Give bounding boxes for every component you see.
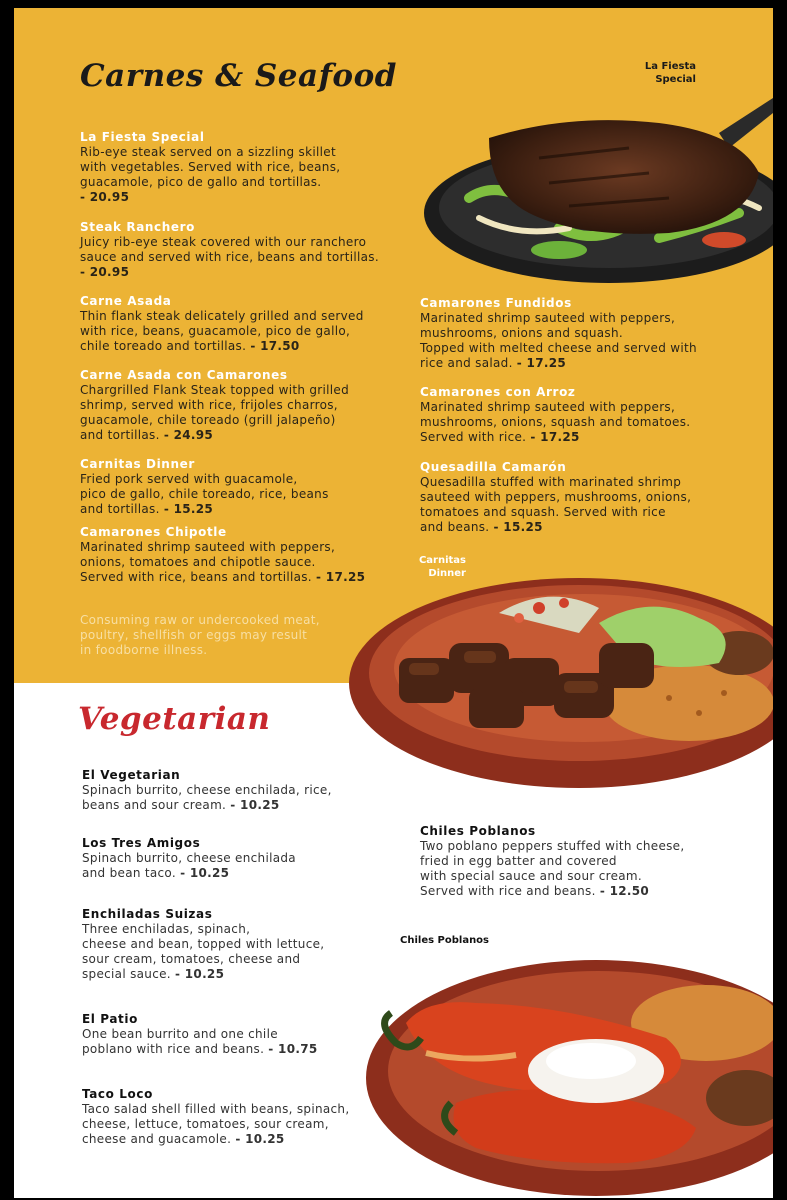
menu-item-desc-text: One bean burrito and one chile poblano with rice and beans. — [82, 1027, 278, 1056]
menu-item-description — [82, 1027, 382, 1057]
menu-item — [82, 836, 382, 881]
menu-item-name-carne-asada-con-camarones: Carne Asada con Camarones — [80, 368, 288, 382]
menu-item-desc-text: Spinach burrito, cheese enchilada and bean taco. — [82, 851, 296, 880]
menu-item-desc-text: Marinated shrimp sauteed with peppers, onions, tomatoes and chipotle sauce. Served with rice, beans and tortillas. — [80, 540, 336, 584]
menu-item-name-steak-ranchero: Steak Ranchero — [80, 220, 196, 234]
menu-item-name-camarones-chipotle: Camarones Chipotle — [80, 525, 227, 539]
menu-item-price: - 17.25 — [516, 356, 567, 370]
menu-item-price: - 10.25 — [180, 866, 230, 880]
menu-item-name-el-vegetarian: El Vegetarian — [82, 768, 181, 782]
chiles-poblanos-photo-label: Chiles Poblanos — [400, 935, 490, 946]
carnes-seafood-section — [14, 8, 773, 683]
carnitas-dinner-photo — [349, 563, 773, 788]
menu-item-name-taco-loco: Taco Loco — [82, 1087, 153, 1101]
menu-item — [80, 220, 410, 280]
carnes-seafood-heading: Carnes & Seafood — [80, 58, 397, 94]
menu-item-desc-text: Taco salad shell filled with beans, spinach, cheese, lettuce, tomatoes, sour cream, cheese and guacamole. — [82, 1102, 350, 1146]
menu-item — [80, 368, 410, 443]
menu-item-price: - 10.25 — [235, 1132, 285, 1146]
menu-item-name-la-fiesta-special: La Fiesta Special — [80, 130, 205, 144]
menu-item — [82, 768, 382, 813]
menu-item-name-carne-asada: Carne Asada — [80, 294, 172, 308]
menu-item-price: - 10.75 — [268, 1042, 318, 1056]
menu-item — [80, 294, 410, 354]
menu-item-description — [82, 922, 382, 982]
menu-item-name-los-tres-amigos: Los Tres Amigos — [82, 836, 201, 850]
menu-item-description — [82, 1102, 382, 1147]
menu-item-description — [420, 400, 740, 445]
menu-item-price: - 20.95 — [80, 190, 130, 204]
menu-item-name-enchiladas-suizas: Enchiladas Suizas — [82, 907, 213, 921]
menu-item-price: - 17.25 — [316, 570, 366, 584]
menu-item-name-camarones-fundidos: Camarones Fundidos — [420, 296, 572, 310]
menu-item — [420, 296, 740, 371]
menu-item-desc-text: Two poblano peppers stuffed with cheese, fried in egg batter and covered with special sauce and sour cream. Served with rice and beans. — [420, 839, 685, 898]
chiles-poblanos-photo — [366, 943, 773, 1198]
la-fiesta-special-photo-label: La Fiesta Special — [644, 61, 696, 85]
carnitas-dinner-photo-label: Carnitas Dinner — [418, 555, 466, 579]
menu-item-price: - 10.25 — [230, 798, 280, 812]
menu-item-description — [82, 851, 382, 881]
menu-item-price: - 12.50 — [599, 884, 650, 898]
menu-item-description — [80, 235, 410, 280]
menu-item-price: - 15.25 — [163, 502, 214, 516]
menu-item-desc-text: Fried pork served with guacamole, pico de gallo, chile toreado, rice, beans and tortillas. — [80, 472, 329, 516]
menu-item-price: - 17.25 — [530, 430, 580, 444]
menu-item-price: - 10.25 — [175, 967, 225, 981]
menu-item-price: - 15.25 — [493, 520, 543, 534]
menu-item-desc-text: Juicy rib-eye steak covered with our ranchero sauce and served with rice, beans and tortillas. — [80, 235, 379, 264]
la-fiesta-special-photo — [419, 88, 773, 288]
menu-item-description — [420, 311, 740, 371]
menu-item-description — [80, 472, 410, 517]
menu-item — [82, 907, 382, 982]
menu-item-name-camarones-con-arroz: Camarones con Arroz — [420, 385, 576, 399]
menu-item — [80, 130, 410, 205]
menu-item-name-carnitas-dinner: Carnitas Dinner — [80, 457, 195, 471]
menu-item-desc-text: Spinach burrito, cheese enchilada, rice, beans and sour cream. — [82, 783, 332, 812]
menu-item-desc-text: Thin flank steak delicately grilled and served with rice, beans, guacamole, pico de gallo, chile toreado and tortillas. — [80, 309, 364, 353]
food-safety-notice: Consuming raw or undercooked meat, poultry, shellfish or eggs may result in foodborne illness. — [80, 613, 320, 657]
menu-item-name-chiles-poblanos: Chiles Poblanos — [420, 824, 536, 838]
menu-item — [82, 1087, 382, 1147]
menu-item-desc-text: Marinated shrimp sauteed with peppers, mushrooms, onions, squash and tomatoes. Served with rice. — [420, 400, 691, 444]
menu-item-price: - 24.95 — [163, 428, 214, 442]
menu-item-description — [80, 145, 410, 205]
menu-item-description — [82, 783, 382, 813]
menu-item-desc-text: Marinated shrimp sauteed with peppers, mushrooms, onions and squash. Topped with melted cheese and served with rice and salad. — [420, 311, 697, 370]
menu-item-desc-text: Quesadilla stuffed with marinated shrimp sauteed with peppers, mushrooms, onions, tomatoes and squash. Served with rice and beans. — [420, 475, 692, 534]
menu-item-desc-text: Three enchiladas, spinach, cheese and bean, topped with lettuce, sour cream, tomatoes, cheese and special sauce. — [82, 922, 325, 981]
menu-item-description — [420, 839, 740, 899]
menu-item-name-el-patio: El Patio — [82, 1012, 138, 1026]
menu-page — [14, 8, 773, 1198]
menu-item-name-quesadilla-camar-n: Quesadilla Camarón — [420, 460, 567, 474]
menu-item — [420, 385, 740, 445]
menu-item-desc-text: Chargrilled Flank Steak topped with grilled shrimp, served with rice, frijoles charros, guacamole, chile toreado (grill jalapeño) and tortillas. — [80, 383, 350, 442]
menu-item-desc-text: Rib-eye steak served on a sizzling skillet with vegetables. Served with rice, beans, guacamole, pico de gallo and tortillas. — [80, 145, 341, 189]
menu-item-description — [80, 309, 410, 354]
menu-item — [82, 1012, 382, 1057]
menu-item-description — [420, 475, 740, 535]
menu-item-description — [80, 383, 410, 443]
vegetarian-heading: Vegetarian — [78, 701, 271, 737]
menu-item — [420, 824, 740, 899]
menu-item-price: - 20.95 — [80, 265, 130, 279]
menu-item — [80, 457, 410, 517]
menu-item — [420, 460, 740, 535]
menu-item-price: - 17.50 — [250, 339, 300, 353]
